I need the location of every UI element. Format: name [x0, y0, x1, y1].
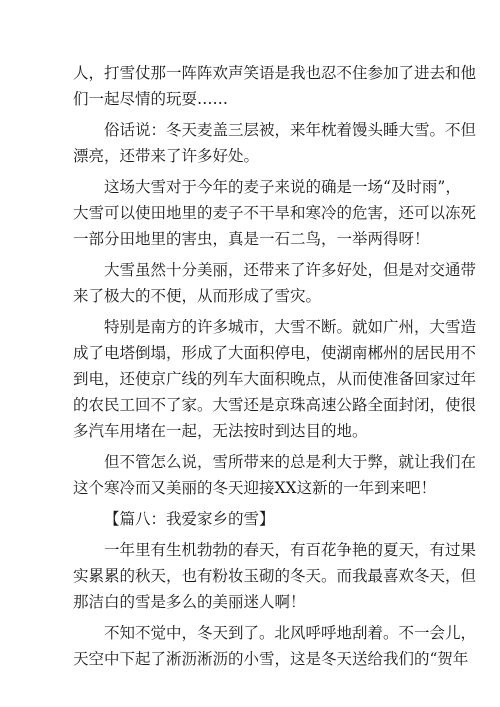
paragraph-line: 一部分田地里的害虫，真是一石二鸟，一举两得呀！ [73, 230, 430, 248]
paragraph-line: 俗话说：冬天麦盖三层被，来年枕着馒头睡大雪。不但 [104, 121, 477, 139]
paragraph-line: 一年里有生机勃勃的春天，有百花争艳的夏天，有过果 [104, 541, 477, 559]
paragraph-line: 们一起尽情的玩耍…… [73, 90, 229, 108]
paragraph-line: 不知不觉中，冬天到了。北风呼呼地刮着。不一会儿， [104, 624, 477, 642]
paragraph-line: 来了极大的不便，从而形成了雪灾。 [73, 287, 322, 305]
paragraph-line: 大雪可以使田地里的麦子不干旱和寒冷的危害，还可以冻死 [73, 204, 477, 222]
section-heading: 【篇八：我爱家乡的雪】 [104, 510, 275, 528]
paragraph-line: 多汽车用堵在一起，无法按时到达目的地。 [73, 422, 368, 440]
paragraph-line: 漂亮，还带来了许多好处。 [73, 147, 260, 165]
paragraph-line: 的农民工回不了家。大雪还是京珠高速公路全面封闭，使很 [73, 396, 477, 414]
paragraph-line: 这场大雪对于今年的麦子来说的确是一场“及时雨”， [104, 178, 461, 196]
paragraph-line: 到电，还使京广线的列车大面积晚点，从而使准备回家过年 [73, 370, 477, 388]
paragraph-line: 实累累的秋天，也有粉妆玉砌的冬天。而我最喜欢冬天，但 [73, 567, 477, 585]
paragraph-line: 成了电塔倒塌，形成了大面积停电，使湖南郴州的居民用不 [73, 344, 477, 362]
paragraph-line: 特别是南方的许多城市，大雪不断。就如广州，大雪造 [104, 318, 477, 336]
paragraph-line: 大雪虽然十分美丽，还带来了许多好处，但是对交通带 [104, 261, 477, 279]
paragraph-line: 但不管怎么说，雪所带来的总是利大于弊，就让我们在 [104, 453, 477, 471]
paragraph-line: 这个寒冷而又美丽的冬天迎接XX这新的一年到来吧！ [73, 479, 437, 497]
paragraph-line: 那洁白的雪是多么的美丽迷人啊！ [73, 593, 306, 611]
paragraph-line: 天空中下起了淅沥淅沥的小雪，这是冬天送给我们的“贺年 [73, 650, 469, 668]
paragraph-line: 人，打雪仗那一阵阵欢声笑语是我也忍不住参加了进去和他 [73, 64, 477, 82]
